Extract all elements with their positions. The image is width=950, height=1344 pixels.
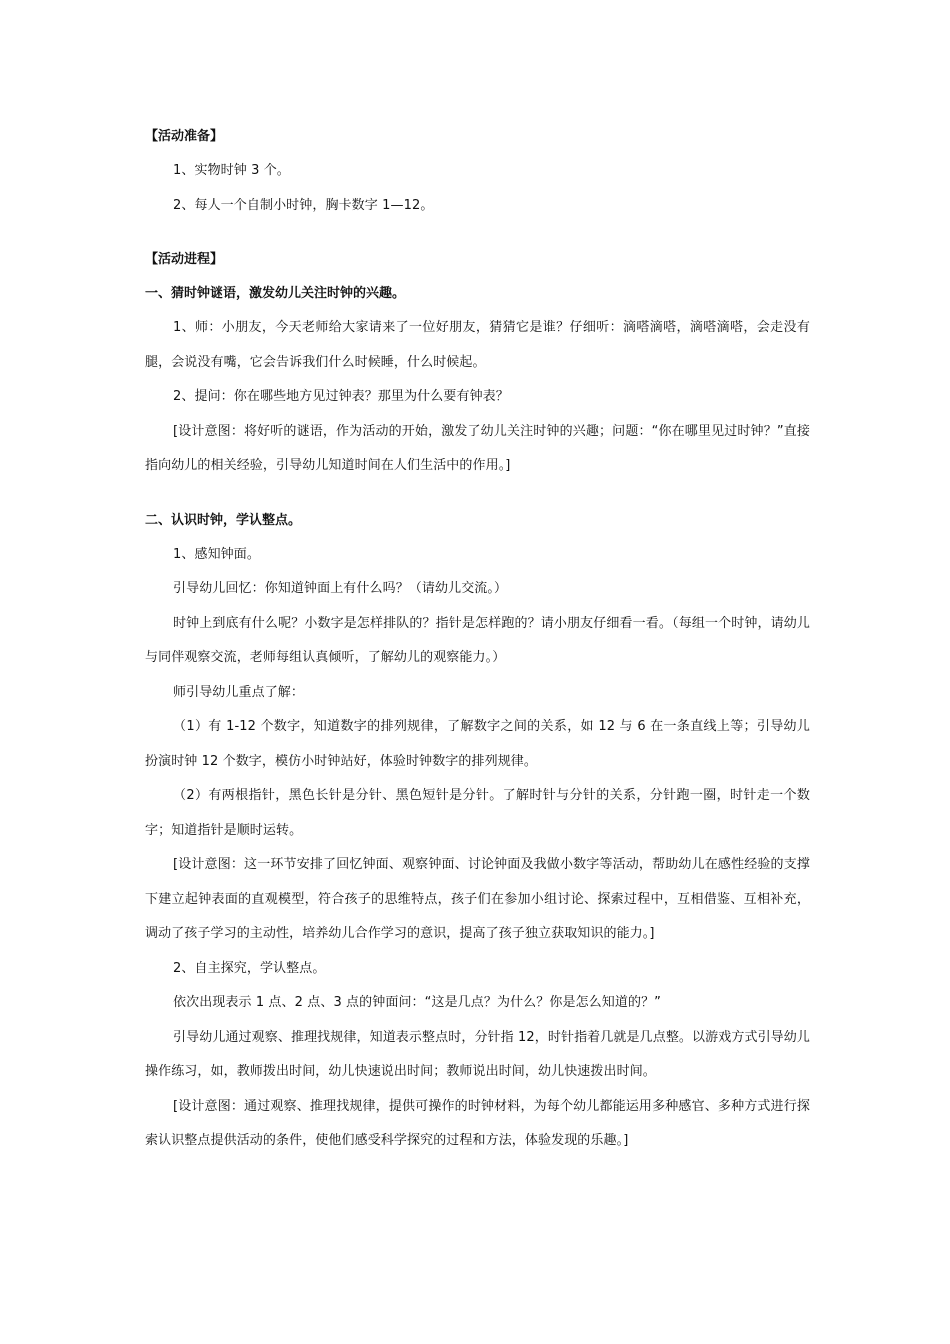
part2-paragraph: 引导幼儿回忆：你知道钟面上有什么吗？（请幼儿交流。）	[173, 581, 508, 596]
prep-item: 1、实物时钟 3 个。	[173, 163, 290, 178]
process-heading: 【活动进程】	[145, 252, 224, 267]
spacer	[145, 484, 810, 504]
part2-paragraph: 2、自主探究，学认整点。	[173, 960, 326, 976]
prep-heading: 【活动准备】	[145, 129, 224, 144]
spacer	[145, 223, 810, 243]
part2-paragraph: （1）有 1-12 个数字，知道数字的排列规律，了解数字之间的关系，如 12 与 6 在一条直线上等；引导幼儿扮演时钟 12 个数字，模仿小时钟站好，体验时钟数字的排列规律。	[145, 719, 810, 769]
part2-paragraph: （2）有两根指针，黑色长针是分针、黑色短针是分针。了解时针与分针的关系，分针跑一圈，时针走一个数字；知道指针是顺时运转。	[145, 788, 810, 838]
part1-paragraph: 2、提问：你在哪些地方见过钟表？那里为什么要有钟表？	[173, 389, 509, 404]
part2-design-note: [设计意图：这一环节安排了回忆钟面、观察钟面、讨论钟面及我做小数字等活动，帮助幼儿在感性经验的支撑下建立起钟表面的直观模型，符合孩子的思维特点，孩子们在参加小组讨论、探索过程中，互相借鉴、互相补充，调动了孩子学习的主动性，培养幼儿合作学习的意识，提高了孩子独立获取知识的能力。]	[145, 857, 810, 941]
part2-paragraph: 依次出现表示 1 点、2 点、3 点的钟面问：“这是几点？为什么？你是怎么知道的？”	[173, 995, 662, 1010]
part1-design-note: [设计意图：将好听的谜语，作为活动的开始，激发了幼儿关注时钟的兴趣；问题：“你在哪里见过时钟？”直接指向幼儿的相关经验，引导幼儿知道时间在人们生活中的作用。]	[145, 423, 810, 473]
part1-heading: 一、猜时钟谜语，激发幼儿关注时钟的兴趣。	[145, 286, 406, 301]
part1-paragraph: 1、师：小朋友，今天老师给大家请来了一位好朋友，猜猜它是谁？仔细听：滴嗒滴嗒，滴嗒滴嗒，会走没有腿，会说没有嘴，它会告诉我们什么时候睡，什么时候起。	[145, 320, 810, 370]
part2-paragraph: 师引导幼儿重点了解：	[173, 684, 305, 700]
document-page	[145, 120, 810, 1159]
part2-design-note: [设计意图：通过观察、推理找规律，提供可操作的时钟材料，为每个幼儿都能运用多种感官、多种方式进行探索认识整点提供活动的条件，使他们感受科学探究的过程和方法，体验发现的乐趣。]	[145, 1098, 810, 1148]
prep-item: 2、每人一个自制小时钟，胸卡数字 1—12。	[173, 197, 434, 213]
part2-paragraph: 时钟上到底有什么呢？小数字是怎样排队的？指针是怎样跑的？请小朋友仔细看一看。（每组一个时钟，请幼儿与同伴观察交流，老师每组认真倾听，了解幼儿的观察能力。）	[145, 615, 810, 665]
part2-heading: 二、认识时钟，学认整点。	[145, 512, 302, 528]
part2-paragraph: 引导幼儿通过观察、推理找规律，知道表示整点时，分针指 12，时针指着几就是几点整。以游戏方式引导幼儿操作练习，如，教师拨出时间，幼儿快速说出时间；教师说出时间，幼儿快速拨出时间。	[145, 1029, 810, 1079]
part2-paragraph: 1、感知钟面。	[173, 546, 260, 562]
